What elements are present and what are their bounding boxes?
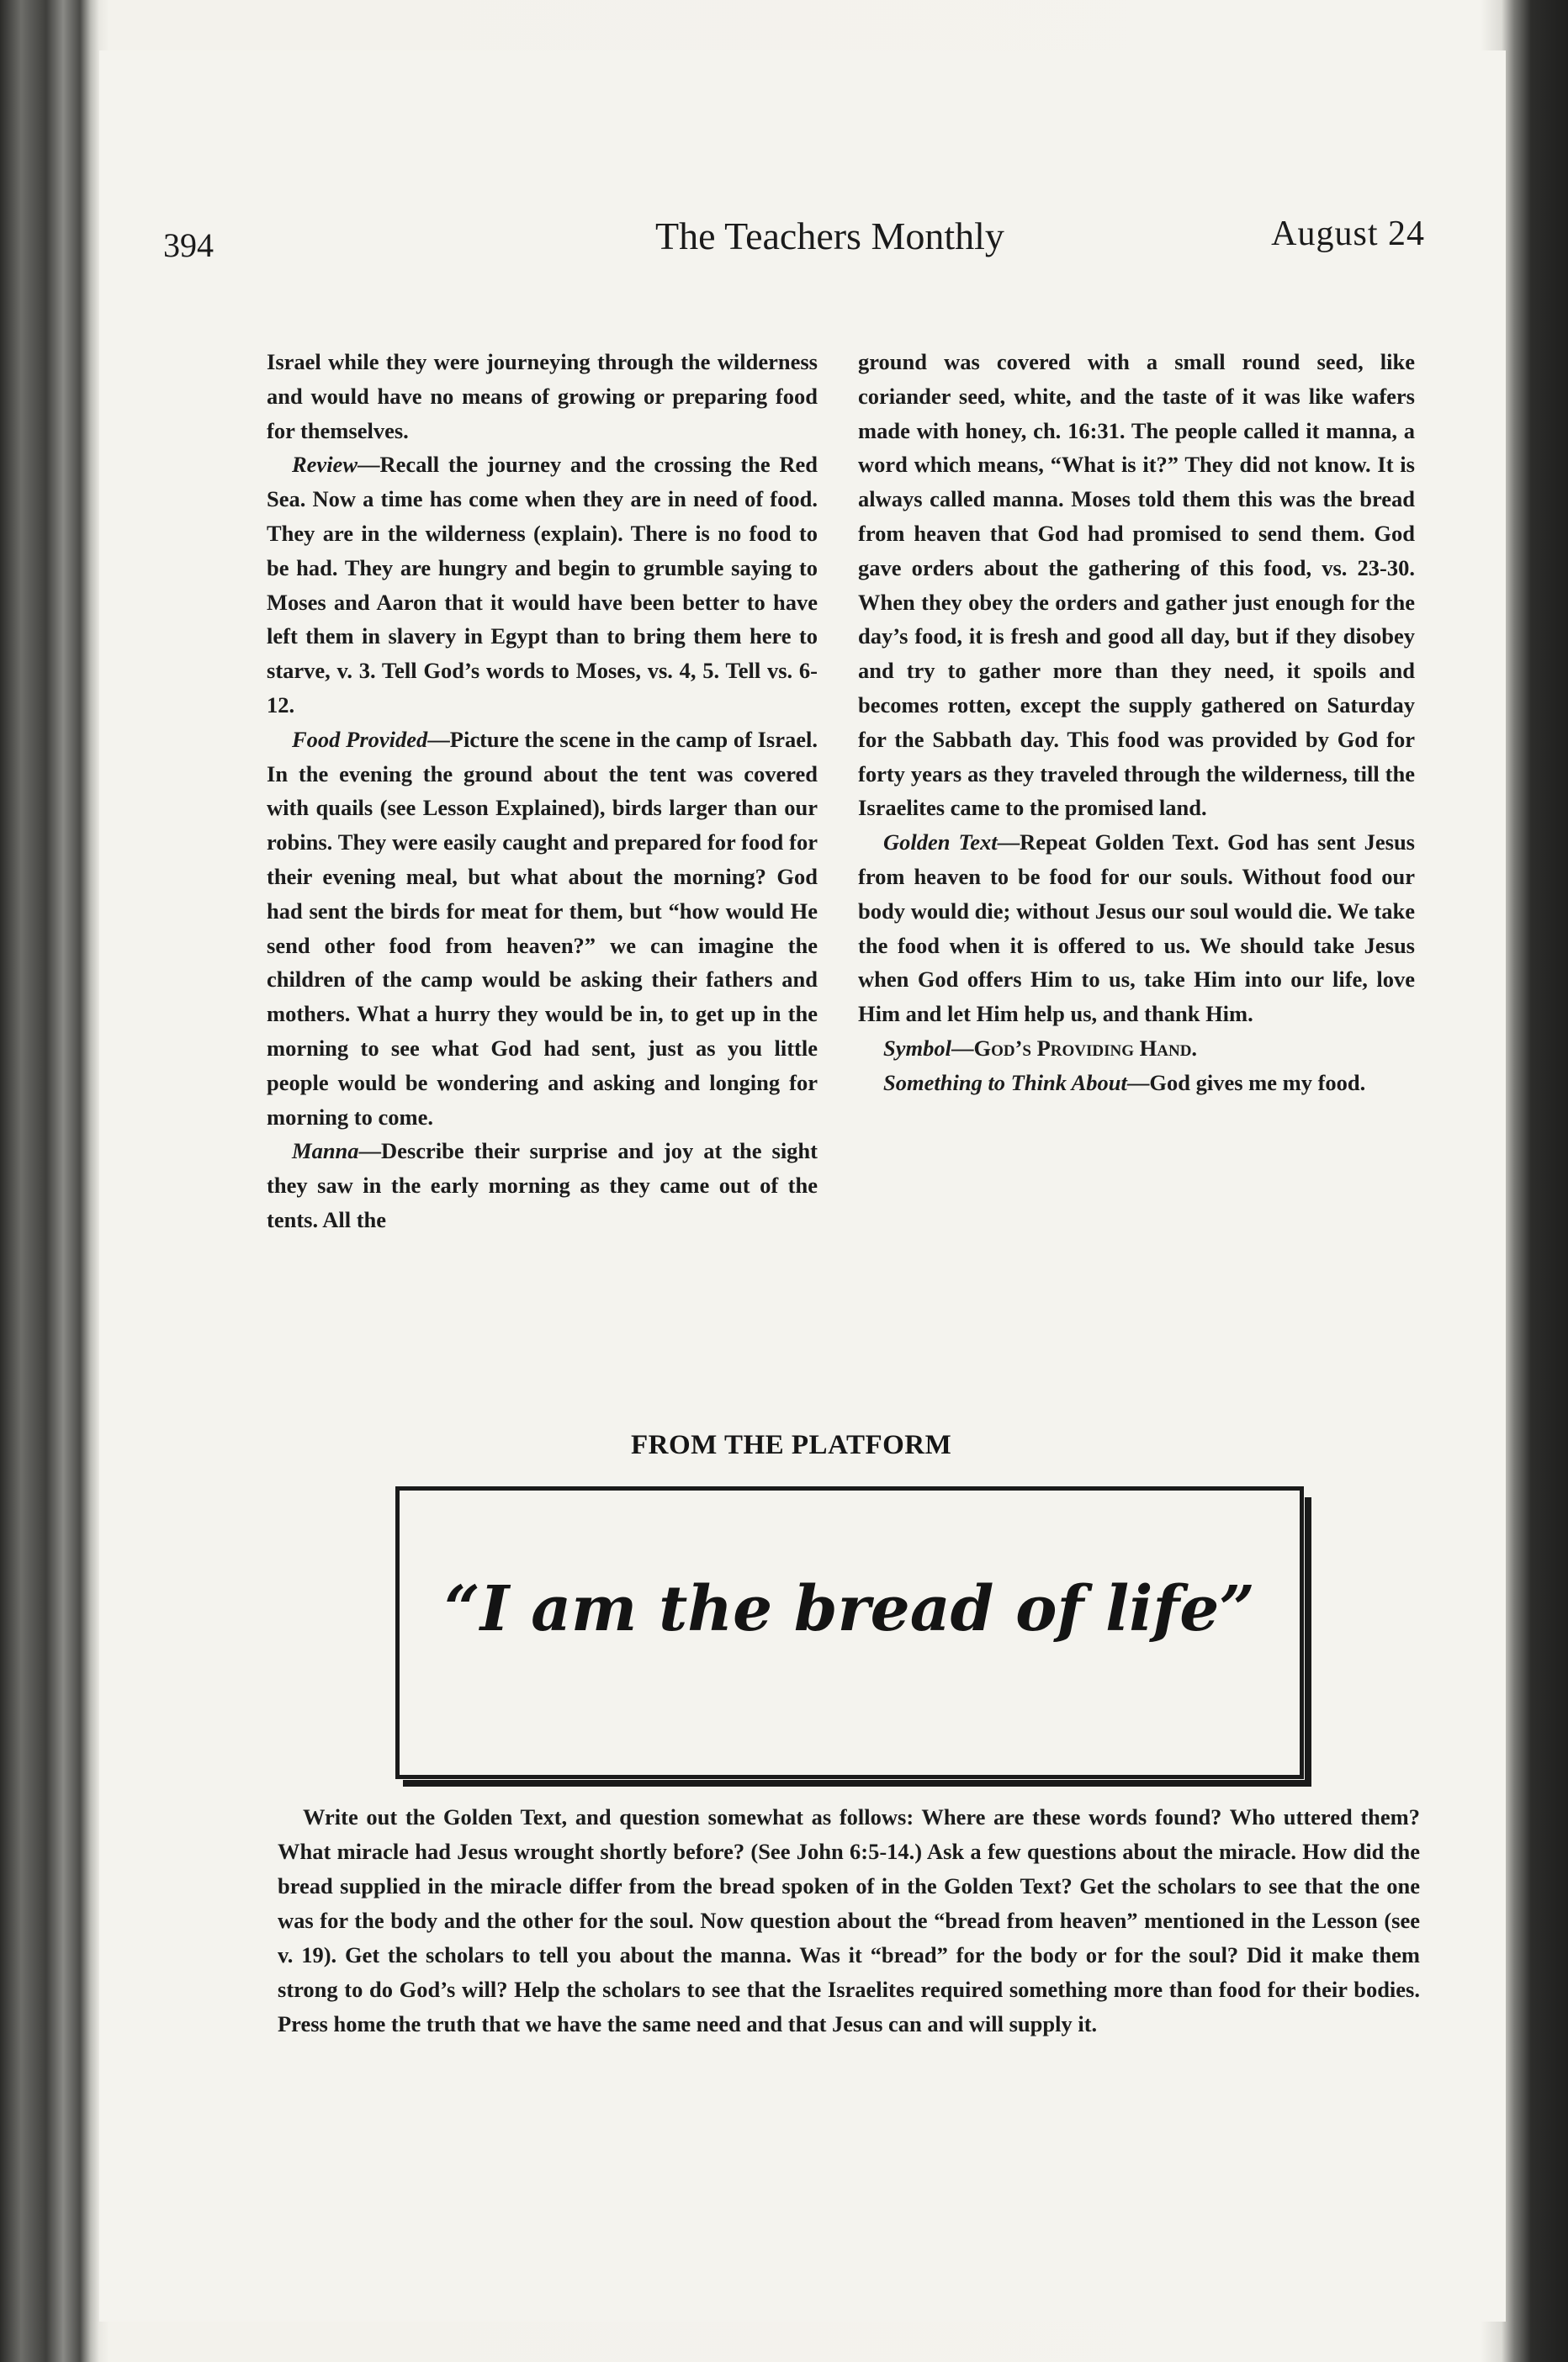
symbol-lead: Symbol [883,1035,951,1061]
page-number: 394 [163,226,214,264]
manna-paragraph [267,1134,818,1237]
running-head [163,209,1425,276]
journal-title: The Teachers Monthly [655,214,1004,257]
platform-quote-box [395,1486,1304,1779]
review-paragraph [267,448,818,722]
right-column [858,345,1415,1100]
food-provided-text: —Picture the scene in the camp of Israel. In the evening the ground about the tent was covered with quails (see Lesson Explained), birds larger than our robins. They were easily caught and prepared for food for their evening meal, but what about the morning? God had sent the birds for meat for them, but “how would He send other food from heaven?” we can imagine the children of the camp would be asking their fathers and mothers. What a hurry they would be in, to get up in the morning to see what God had sent, just as you little people would be wondering and asking and longing for morning to come. [267,726,818,1130]
think-about-lead: Something to Think About [883,1069,1127,1095]
platform-quote: “I am the bread of life” [444,1573,1255,1645]
manna-lead: Manna [292,1138,359,1164]
review-lead: Review [292,452,358,478]
symbol-text: —God’s Providing Hand. [951,1035,1198,1061]
issue-date: August 24 [1271,214,1425,253]
intro-paragraph: Israel while they were journeying through the wilderness and would have no means of growing or preparing food for themselves. [267,349,818,443]
symbol-paragraph [858,1031,1415,1066]
review-text: —Recall the journey and the crossing the Red Sea. Now a time has come when they are in need of food. They are in the wilderness (explain). There is no food to be had. They are hungry and begin to grumble saying to Moses and Aaron that it would have been better to have left them in slavery in Egypt than to bring them here to starve, v. 3. Tell God’s words to Moses, vs. 4, 5. Tell vs. 6-12. [267,452,818,718]
golden-text-body: —Repeat Golden Text. God has sent Jesus from heaven to be food for our souls. Without food our body would die; without Jesus our soul would die. We take the food when it is offered to us. We should take Jesus when God offers Him to us, take Him into our life, love Him and let Him help us, and thank Him. [858,829,1415,1027]
platform-instructions-text: Write out the Golden Text, and question somewhat as follows: Where are these words found? Who uttered them? What miracle had Jesus wrought shortly before? (See John 6:5-14.) Ask a few questions about the miracle. How did the bread supplied in the miracle differ from the bread spoken of in the Golden Text? Get the scholars to see that the one was for the body and the other for the soul. Now question about the “bread from heaven” mentioned in the Lesson (see v. 19). Get the scholars to tell you about the manna. Was it “bread” for the body or for the soul? Did it make them strong to do God’s will? Help the scholars to see that the Israelites required something more than food for their bodies. Press home the truth that we have the same need and that Jesus can and will supply it. [278,1804,1420,2036]
continuation-paragraph: ground was covered with a small round seed, like coriander seed, white, and the taste of it was like wafers made with honey, ch. 16:31. The people called it manna, a word which means, “What is it?” They did not know. It is always called manna. Moses told them this was the bread from heaven that God had promised to send them. God gave orders about the gathering of this food, vs. 23-30. When they obey the orders and gather just enough for the day’s food, it is fresh and good all day, but if they disobey and try to gather more than they need, it spoils and becomes rotten, except the supply gathered on Saturday for the Sabbath day. This food was provided by God for forty years as they traveled through the wilderness, till the Israelites came to the promised land. [858,349,1415,821]
platform-heading: FROM THE PLATFORM [631,1430,952,1460]
manna-text: —Describe their surprise and joy at the sight they saw in the early morning as they came out of the tents. All the [267,1138,818,1232]
food-provided-paragraph [267,723,818,1135]
left-column [267,345,818,1237]
think-about-text: —God gives me my food. [1126,1069,1366,1095]
think-about-paragraph [858,1066,1415,1100]
golden-text-paragraph [858,825,1415,1031]
platform-instructions [278,1800,1420,2042]
food-provided-lead: Food Provided [292,726,428,752]
golden-text-lead: Golden Text [883,829,998,855]
